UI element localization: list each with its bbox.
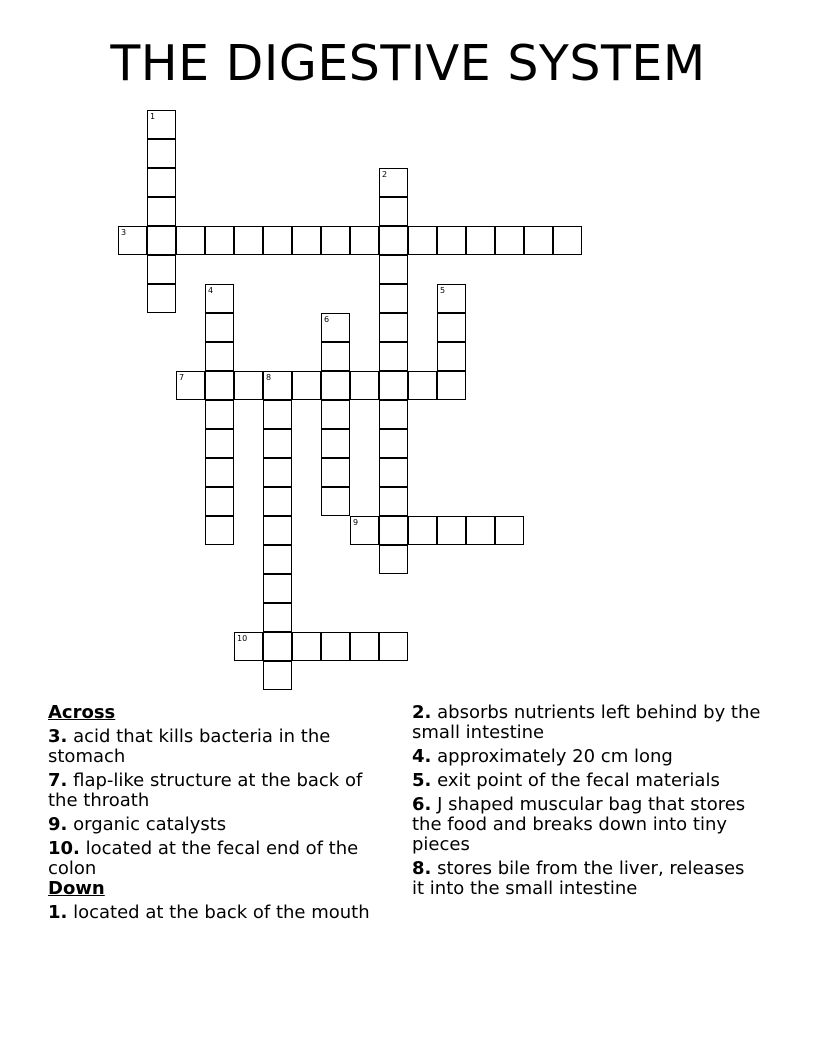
grid-cell[interactable] xyxy=(379,342,408,371)
grid-cell[interactable] xyxy=(437,342,466,371)
grid-cell[interactable] xyxy=(147,284,176,313)
clue-across-10 xyxy=(48,839,393,879)
grid-cell[interactable] xyxy=(292,226,321,255)
grid-cell[interactable] xyxy=(263,603,292,632)
grid-cell[interactable] xyxy=(408,371,437,400)
grid-cell[interactable] xyxy=(205,226,234,255)
grid-cell[interactable] xyxy=(379,197,408,226)
grid-cell[interactable] xyxy=(408,516,437,545)
clue-text: absorbs nutrients left behind by the small intestine xyxy=(412,702,761,743)
clue-across-7 xyxy=(48,771,393,811)
clue-number-label: 8 xyxy=(266,373,272,382)
clue-number-label: 3 xyxy=(121,228,127,237)
clues-right-column xyxy=(412,703,762,899)
grid-cell[interactable] xyxy=(234,632,263,661)
grid-cell[interactable] xyxy=(205,458,234,487)
grid-cell[interactable] xyxy=(147,139,176,168)
grid-cell[interactable] xyxy=(263,226,292,255)
grid-cell[interactable] xyxy=(437,371,466,400)
grid-cell[interactable] xyxy=(263,429,292,458)
grid-cell[interactable] xyxy=(263,371,292,400)
clue-down-1 xyxy=(48,903,393,923)
grid-cell[interactable] xyxy=(379,168,408,197)
grid-cell[interactable] xyxy=(234,226,263,255)
grid-cell[interactable] xyxy=(263,516,292,545)
grid-cell[interactable] xyxy=(321,342,350,371)
grid-cell[interactable] xyxy=(379,516,408,545)
grid-cell[interactable] xyxy=(292,371,321,400)
clue-number: 2. xyxy=(412,702,432,723)
grid-cell[interactable] xyxy=(263,545,292,574)
clue-number-label: 7 xyxy=(179,373,185,382)
grid-cell[interactable] xyxy=(379,226,408,255)
grid-cell[interactable] xyxy=(263,661,292,690)
grid-cell[interactable] xyxy=(553,226,582,255)
grid-cell[interactable] xyxy=(205,284,234,313)
clue-number-label: 6 xyxy=(324,315,330,324)
grid-cell[interactable] xyxy=(263,632,292,661)
grid-cell[interactable] xyxy=(437,313,466,342)
grid-cell[interactable] xyxy=(379,545,408,574)
clue-number: 7. xyxy=(48,770,68,791)
grid-cell[interactable] xyxy=(205,487,234,516)
grid-cell[interactable] xyxy=(350,632,379,661)
grid-cell[interactable] xyxy=(205,313,234,342)
clue-number-label: 2 xyxy=(382,170,388,179)
grid-cell[interactable] xyxy=(350,226,379,255)
grid-cell[interactable] xyxy=(147,168,176,197)
clue-number-label: 5 xyxy=(440,286,446,295)
grid-cell[interactable] xyxy=(263,458,292,487)
grid-cell[interactable] xyxy=(321,313,350,342)
grid-cell[interactable] xyxy=(379,371,408,400)
grid-cell[interactable] xyxy=(263,574,292,603)
clue-text: organic catalysts xyxy=(73,814,227,835)
grid-cell[interactable] xyxy=(176,226,205,255)
grid-cell[interactable] xyxy=(263,400,292,429)
clue-text: located at the back of the mouth xyxy=(73,902,370,923)
clue-down-4 xyxy=(412,747,762,767)
grid-cell[interactable] xyxy=(205,516,234,545)
grid-cell[interactable] xyxy=(379,313,408,342)
grid-cell[interactable] xyxy=(350,516,379,545)
grid-cell[interactable] xyxy=(234,371,263,400)
clue-number: 10. xyxy=(48,838,80,859)
grid-cell[interactable] xyxy=(147,255,176,284)
grid-cell[interactable] xyxy=(379,255,408,284)
grid-cell[interactable] xyxy=(176,371,205,400)
grid-cell[interactable] xyxy=(321,632,350,661)
grid-cell[interactable] xyxy=(379,400,408,429)
clues-left-column xyxy=(48,703,393,923)
grid-cell[interactable] xyxy=(379,284,408,313)
clue-text: acid that kills bacteria in the stomach xyxy=(48,726,331,767)
grid-cell[interactable] xyxy=(147,197,176,226)
grid-cell[interactable] xyxy=(379,487,408,516)
clue-number: 6. xyxy=(412,794,432,815)
grid-cell[interactable] xyxy=(495,516,524,545)
grid-cell[interactable] xyxy=(437,284,466,313)
grid-cell[interactable] xyxy=(321,226,350,255)
clue-across-9 xyxy=(48,815,393,835)
grid-cell[interactable] xyxy=(118,226,147,255)
clue-number-label: 1 xyxy=(150,112,156,121)
grid-cell[interactable] xyxy=(437,516,466,545)
clue-number: 3. xyxy=(48,726,68,747)
grid-cell[interactable] xyxy=(321,429,350,458)
clue-text: located at the fecal end of the colon xyxy=(48,838,359,879)
grid-cell[interactable] xyxy=(205,429,234,458)
clue-down-8 xyxy=(412,859,762,899)
grid-cell[interactable] xyxy=(437,226,466,255)
clue-text: flap-like structure at the back of the throath xyxy=(48,770,363,811)
across-heading: Across xyxy=(48,702,116,723)
clue-text: J shaped muscular bag that stores the food and breaks down into tiny pieces xyxy=(412,794,746,855)
grid-cell[interactable] xyxy=(379,458,408,487)
clue-number: 5. xyxy=(412,770,432,791)
clue-text: stores bile from the liver, releases it into the small intestine xyxy=(412,858,745,899)
clue-number-label: 4 xyxy=(208,286,214,295)
grid-cell[interactable] xyxy=(292,632,321,661)
grid-cell[interactable] xyxy=(466,226,495,255)
clue-number-label: 9 xyxy=(353,518,359,527)
grid-cell[interactable] xyxy=(350,371,379,400)
clue-text: exit point of the fecal materials xyxy=(437,770,720,791)
grid-cell[interactable] xyxy=(408,226,437,255)
clue-number: 8. xyxy=(412,858,432,879)
grid-cell[interactable] xyxy=(205,371,234,400)
clue-number-label: 10 xyxy=(237,634,248,643)
clue-down-2 xyxy=(412,703,762,743)
grid-cell[interactable] xyxy=(379,429,408,458)
grid-cell[interactable] xyxy=(321,400,350,429)
grid-cell[interactable] xyxy=(147,226,176,255)
clue-down-6 xyxy=(412,795,762,855)
grid-cell[interactable] xyxy=(321,458,350,487)
clue-across-3 xyxy=(48,727,393,767)
grid-cell[interactable] xyxy=(147,110,176,139)
clue-number: 1. xyxy=(48,902,68,923)
clue-text: approximately 20 cm long xyxy=(437,746,673,767)
grid-cell[interactable] xyxy=(379,632,408,661)
grid-cell[interactable] xyxy=(205,400,234,429)
grid-cell[interactable] xyxy=(321,371,350,400)
grid-cell[interactable] xyxy=(321,487,350,516)
page-title: THE DIGESTIVE SYSTEM xyxy=(110,35,706,92)
clue-number: 4. xyxy=(412,746,432,767)
clue-down-5 xyxy=(412,771,762,791)
down-heading: Down xyxy=(48,878,105,899)
grid-cell[interactable] xyxy=(495,226,524,255)
clue-number: 9. xyxy=(48,814,68,835)
grid-cell[interactable] xyxy=(205,342,234,371)
grid-cell[interactable] xyxy=(524,226,553,255)
grid-cell[interactable] xyxy=(263,487,292,516)
grid-cell[interactable] xyxy=(466,516,495,545)
